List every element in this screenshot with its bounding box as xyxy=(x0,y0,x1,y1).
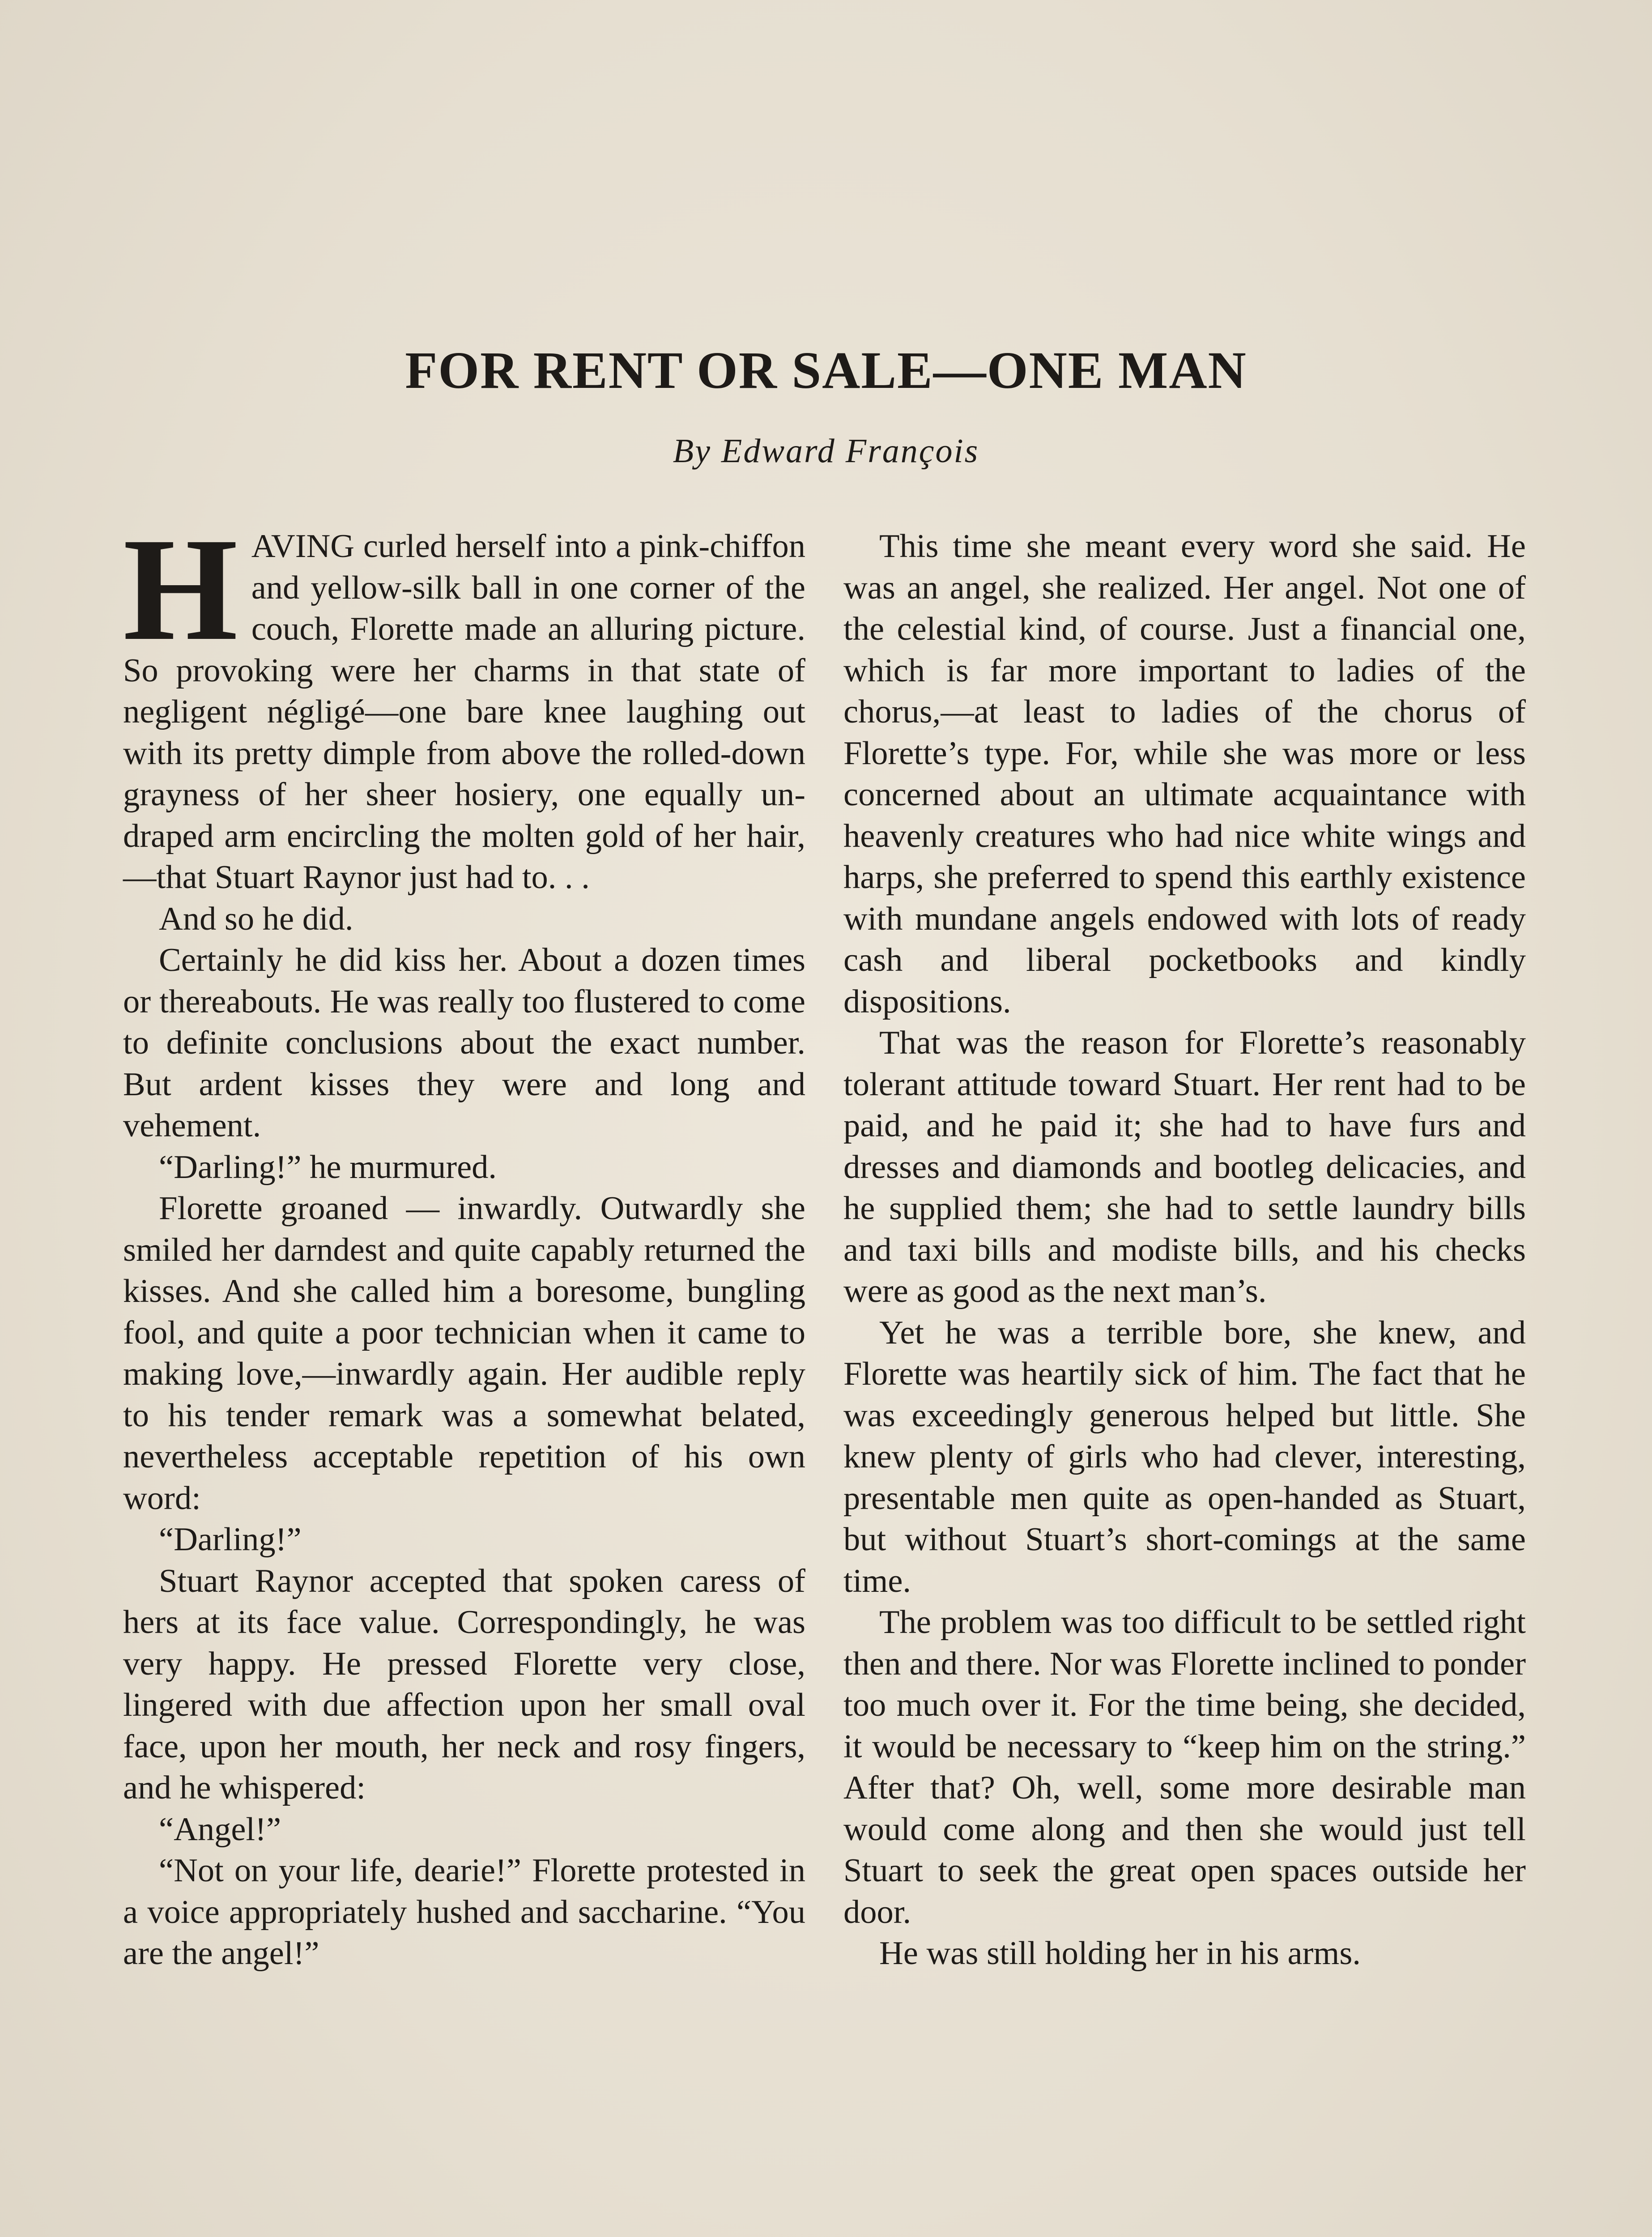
paragraph: “Darling!” he murmured. xyxy=(159,1148,497,1186)
paragraph: Florette groaned — inwardly. Outwardly she smiled her darndest and quite capably returned the kisses. And she called him a boresome, bungling fool, and quite a poor technician when it came to making love,—inwardly again. Her audible reply to his tender remark was a somewhat belated, nevertheless acceptable repetition of his own word: xyxy=(123,1190,805,1517)
story-byline: By Edward François xyxy=(673,432,979,470)
paragraph: “Not on your life, dearie!” Florette protested in a voice appropriately hushed and saccharine. “You are the angel!” xyxy=(123,1852,805,1972)
paragraph: “Darling!” xyxy=(159,1521,302,1558)
left-column xyxy=(123,508,805,1974)
right-column xyxy=(843,526,1526,1974)
paragraph: Stuart Raynor accepted that spoken caress of hers at its face value. Correspondingly, he was very happy. He pressed Florette very close, lingered with due affection upon her small oval face, upon her mouth, her neck and rosy fingers, and he whispered: xyxy=(123,1562,805,1806)
paragraph: Yet he was a terrible bore, she knew, and Florette was heartily sick of him. The fact that he was exceedingly generous helped but little. She knew plenty of girls who had clever, interesting, presentable men quite as open-handed as Stuart, but without Stuart’s short-comings at the same time. xyxy=(843,1314,1526,1599)
paragraph: And so he did. xyxy=(159,900,353,937)
opening-paragraph xyxy=(123,508,805,898)
paragraph: This time she meant every word she said. He was an angel, she realized. Her angel. Not one of the celestial kind, of course. Just a financial one, which is far more important to ladies of the chorus,—at least to ladies of the chorus of Florette’s type. For, while she was more or less concerned about an ultimate acquaintance with heavenly creatures who had nice white wings and harps, she preferred to spend this earthly existence with mundane angels endowed with lots of ready cash and liberal pocketbooks and kindly dispositions. xyxy=(843,528,1526,1020)
paragraph: Certainly he did kiss her. About a dozen times or thereabouts. He was really too flustered to come to definite conclusions about the exact number. But ardent kisses they were and long and vehement. xyxy=(123,942,805,1144)
paragraph: “Angel!” xyxy=(159,1811,281,1848)
paragraph: The problem was too difficult to be settled right then and there. Nor was Florette inclined to ponder too much over it. For the time being, she decided, it would be necessary to “keep him on the string.” After that? Oh, well, some more desirable man would come along and then she would just tell Stuart to seek the great open spaces outside her door. xyxy=(843,1604,1526,1931)
drop-cap: H xyxy=(123,508,238,671)
story-title: FOR RENT OR SALE—ONE MAN xyxy=(405,341,1247,400)
opening-paragraph-text: AVING curled herself into a pink-chiffon and yellow-silk ball in one corner of the couch, Florette made an alluring picture. So provoking were her charms in that state of negligent négligé—one bare knee laughing out with its pretty dimple from above the rolled-down grayness of her sheer hosiery, one equally undraped arm encircling the molten gold of her hair,—that Stuart Raynor just had to. . . xyxy=(123,528,805,896)
paragraph: That was the reason for Florette’s reasonably tolerant attitude toward Stuart. Her rent had to be paid, and he paid it; she had to have furs and dresses and diamonds and bootleg delicacies, and he supplied them; she had to settle laundry bills and taxi bills and modiste bills, and his checks were as good as the next man’s. xyxy=(843,1025,1526,1310)
paragraph: He was still holding her in his arms. xyxy=(879,1935,1361,1972)
